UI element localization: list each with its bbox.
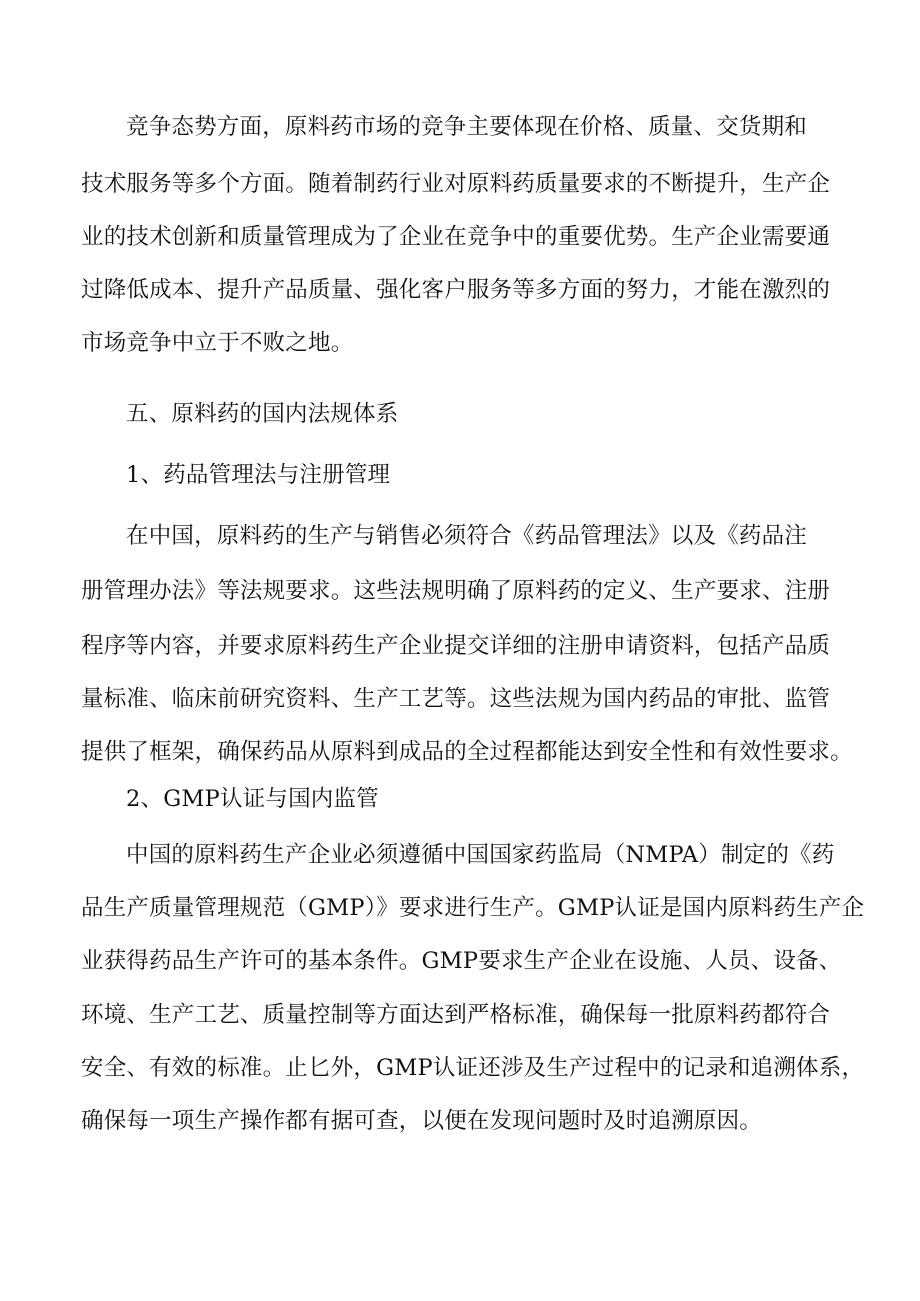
paragraph-competition-line-1: 竞争态势方面，原料药市场的竞争主要体现在价格、质量、交货期和 [126, 114, 808, 140]
paragraph-competition-line-3: 业的技术创新和质量管理成为了企业在竞争中的重要优势。生产企业需要通 [81, 224, 831, 250]
paragraph-gmp-line-3: 业获得药品生产许可的基本条件。GMP要求生产企业在设施、人员、设备、 [81, 948, 842, 974]
paragraph-gmp-line-2: 品生产质量管理规范（GMP）》要求进行生产。GMP认证是国内原料药生产企 [81, 895, 865, 921]
paragraph-competition-line-2: 技术服务等多个方面。随着制药行业对原料药质量要求的不断提升，生产企 [81, 171, 831, 197]
paragraph-gmp-line-1: 中国的原料药生产企业必须遵循中国国家药监局（NMPA）制定的《药 [126, 842, 835, 868]
subsection-heading-2: 2、GMP认证与国内监管 [126, 786, 379, 812]
paragraph-competition-line-5: 市场竞争中立于不败之地。 [81, 330, 354, 356]
paragraph-regulation-line-1: 在中国，原料药的生产与销售必须符合《药品管理法》以及《药品注 [126, 523, 808, 549]
paragraph-regulation-line-2: 册管理办法》等法规要求。这些法规明确了原料药的定义、生产要求、注册 [81, 578, 831, 604]
section-heading-5: 五、原料药的国内法规体系 [126, 401, 399, 427]
paragraph-gmp-line-6: 确保每一项生产操作都有据可查，以便在发现问题时及时追溯原因。 [81, 1108, 763, 1134]
paragraph-gmp-line-5: 安全、有效的标准。止匕外，GMP认证还涉及生产过程中的记录和追溯体系， [81, 1055, 865, 1081]
paragraph-gmp-line-4: 环境、生产工艺、质量控制等方面达到严格标准，确保每一批原料药都符合 [81, 1002, 831, 1028]
paragraph-regulation-line-3: 程序等内容，并要求原料药生产企业提交详细的注册申请资料，包括产品质 [81, 633, 831, 659]
paragraph-regulation-line-4: 量标准、临床前研究资料、生产工艺等。这些法规为国内药品的审批、监管 [81, 686, 831, 712]
paragraph-competition-line-4: 过降低成本、提升产品质量、强化客户服务等多方面的努力，才能在激烈的 [81, 277, 831, 303]
paragraph-regulation-line-5: 提供了框架，确保药品从原料到成品的全过程都能达到安全性和有效性要求。 [81, 739, 853, 765]
subsection-heading-1: 1、药品管理法与注册管理 [126, 462, 391, 488]
